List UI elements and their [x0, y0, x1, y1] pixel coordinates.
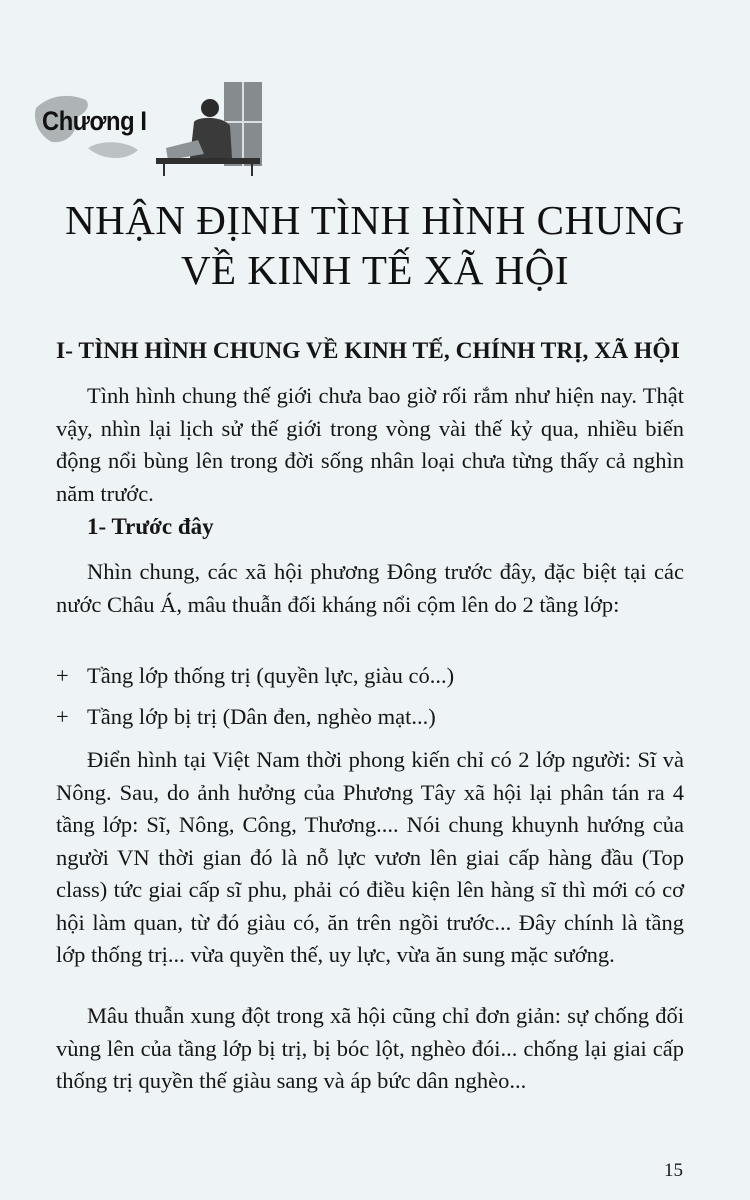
chapter-banner [28, 78, 268, 178]
paragraph-3: Mâu thuẫn xung đột trong xã hội cũng chỉ đơn giản: sự chống đối vùng lên của tầng lớp bị trị, bị bóc lột, nghèo đói... chống lại giai cấp thống trị quyền thế giàu sang và áp bức dân nghèo... [56, 1003, 684, 1093]
section-heading: I- TÌNH HÌNH CHUNG VỀ KINH TẾ, CHÍNH TRỊ, XÃ HỘI [56, 338, 680, 364]
bullet-text: Tầng lớp thống trị (quyền lực, giàu có...) [87, 663, 455, 688]
bullet-text: Tầng lớp bị trị (Dân đen, nghèo mạt...) [87, 704, 436, 729]
paragraph-1: Nhìn chung, các xã hội phương Đông trước đây, đặc biệt tại các nước Châu Á, mâu thuẫn đối kháng nổi cộm lên do 2 tầng lớp: [56, 559, 684, 617]
subheading: 1- Trước đây [87, 514, 214, 539]
intro-paragraph: Tình hình chung thế giới chưa bao giờ rối rắm như hiện nay. Thật vậy, nhìn lại lịch sử thế giới trong vòng vài thế kỷ qua, nhiều biến động nổi bùng lên trong đời sống nhân loại chưa từng thấy cả nghìn năm trước. [56, 383, 684, 506]
page-number: 15 [664, 1160, 683, 1181]
chapter-title-line-2: VỀ KINH TẾ XÃ HỘI [180, 247, 570, 293]
chapter-label: Chương I [42, 106, 147, 136]
chapter-title-line-1: NHẬN ĐỊNH TÌNH HÌNH CHUNG [65, 197, 685, 243]
paragraph-2: Điển hình tại Việt Nam thời phong kiến chỉ có 2 lớp người: Sĩ và Nông. Sau, do ảnh hưởng của Phương Tây xã hội lại phân tán ra 4 tầng lớp: Sĩ, Nông, Công, Thương.... Nói chung khuynh hướng của người VN thời gian đó là nỗ lực vươn lên giai cấp hàng đầu (Top class) tức giai cấp sĩ phu, phải có điều kiện lên hàng sĩ thì mới có cơ hội làm quan, từ đó giàu có, ăn trên ngồi trước... Đây chính là tầng lớp thống trị... vừa quyền thế, uy lực, vừa ăn sung mặc sướng. [56, 747, 684, 967]
bullet-item [56, 704, 436, 730]
bullet-mark: + [56, 663, 69, 688]
bullet-item [56, 663, 454, 689]
bullet-mark: + [56, 704, 69, 729]
